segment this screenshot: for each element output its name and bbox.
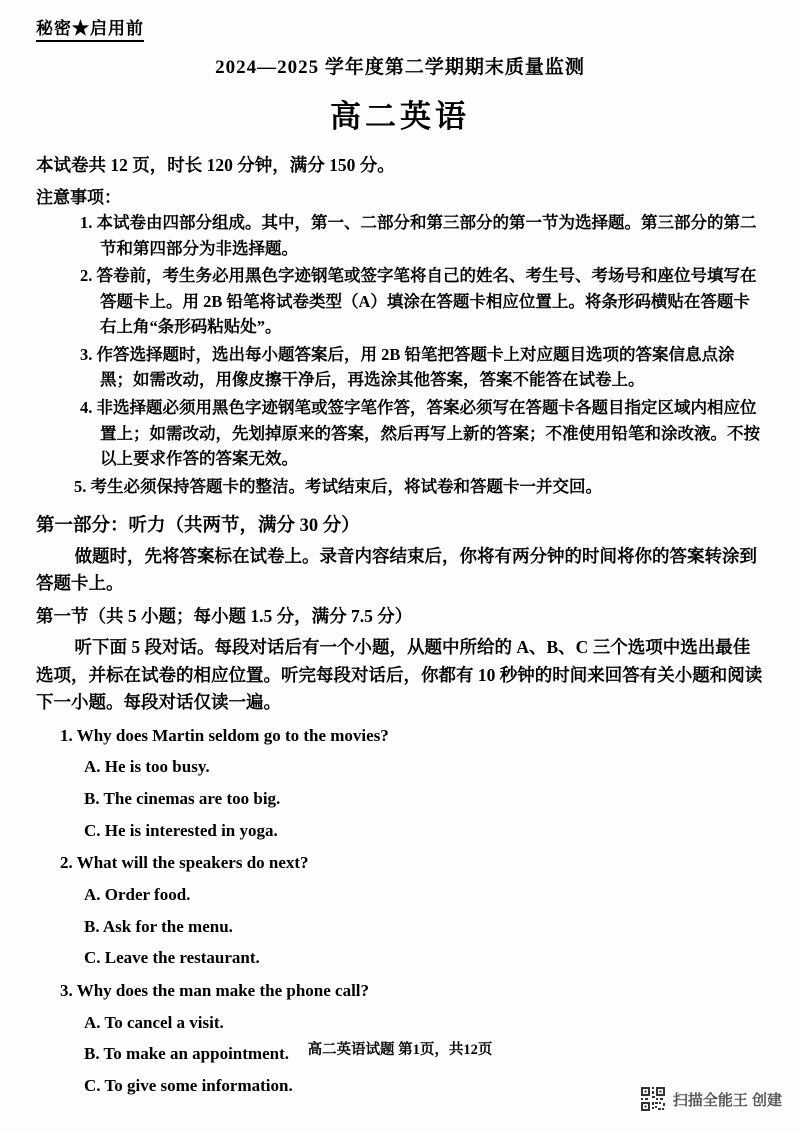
question-2-option-b: B. Ask for the menu. xyxy=(84,916,233,936)
question-1-text: 1. Why does Martin seldom go to the movies? xyxy=(60,725,389,745)
classification-label: 秘密★启用前 xyxy=(36,14,144,42)
section1-heading: 第一部分：听力（共两节，满分 30 分） xyxy=(36,516,360,537)
question-2 xyxy=(36,851,764,971)
question-1 xyxy=(36,724,764,844)
question-2-option-c: C. Leave the restaurant. xyxy=(84,948,260,968)
question-2-text: 2. What will the speakers do next? xyxy=(60,853,309,873)
section1-intro: 做题时，先将答案标在试卷上。录音内容结束后，你将有两分钟的时间将你的答案转涂到答题卡上。 xyxy=(36,546,757,594)
scanner-watermark xyxy=(640,1086,782,1112)
section1-part1-intro: 听下面 5 段对话。每段对话后有一个小题，从题中所给的 A、B、C 三个选项中选出最佳选项，并标在试卷的相应位置。听完每段对话后，你都有 10 秒钟的时间来回答有关小题和阅读下一小题。每段对话仅读一遍。 xyxy=(36,637,763,712)
question-1-option-a: A. He is too busy. xyxy=(84,757,210,777)
page-footer: 高二英语试题 第1页，共12页 xyxy=(307,1042,493,1058)
question-3-option-c: C. To give some information. xyxy=(84,1075,293,1095)
question-1-option-b: B. The cinemas are too big. xyxy=(84,789,281,809)
note-item-5: 5. 考生必须保持答题卡的整洁。考试结束后，将试卷和答题卡一并交回。 xyxy=(74,476,602,496)
page-title: 高二英语 xyxy=(330,99,470,134)
question-3-option-a: A. To cancel a visit. xyxy=(84,1012,224,1032)
notes-header: 注意事项： xyxy=(36,188,121,207)
qr-code-icon xyxy=(640,1086,666,1112)
section1-part1-heading: 第一节（共 5 小题；每小题 1.5 分，满分 7.5 分） xyxy=(36,606,413,627)
note-item-2: 2. 答卷前，考生务必用黑色字迹钢笔或签字笔将自己的姓名、考生号、考场号和座位号填写在答题卡上。用 2B 铅笔将试卷类型（A）填涂在答题卡相应位置上。将条形码横贴在答题卡右上角“条形码粘贴处”。 xyxy=(80,266,757,337)
question-2-option-a: A. Order food. xyxy=(84,885,191,905)
note-item-4: 4. 非选择题必须用黑色字迹钢笔或签字笔作答，答案必须写在答题卡各题目指定区域内相应位置上；如需改动，先划掉原来的答案，然后再写上新的答案；不准使用铅笔和涂改液。不按以上要求作答的答案无效。 xyxy=(80,397,760,469)
watermark-text: 扫描全能王 创建 xyxy=(672,1091,782,1109)
question-3-option-b: B. To make an appointment. xyxy=(84,1044,289,1064)
note-item-1: 1. 本试卷由四部分组成。其中，第一、二部分和第三部分的第一节为选择题。第三部分的第二节和第四部分为非选择题。 xyxy=(80,213,757,258)
note-item-3: 3. 作答选择题时，选出每小题答案后，用 2B 铅笔把答题卡上对应题目选项的答案信息点涂黑；如需改动，用像皮擦干净后，再选涂其他答案，答案不能答在试卷上。 xyxy=(80,344,735,390)
question-3-text: 3. Why does the man make the phone call? xyxy=(60,980,370,1000)
exam-session-title: 2024—2025 学年度第二学期期末质量监测 xyxy=(215,57,585,78)
classification-banner xyxy=(36,14,764,42)
paper-info-line: 本试卷共 12 页，时长 120 分钟，满分 150 分。 xyxy=(36,155,395,175)
question-1-option-c: C. He is interested in yoga. xyxy=(84,820,278,840)
